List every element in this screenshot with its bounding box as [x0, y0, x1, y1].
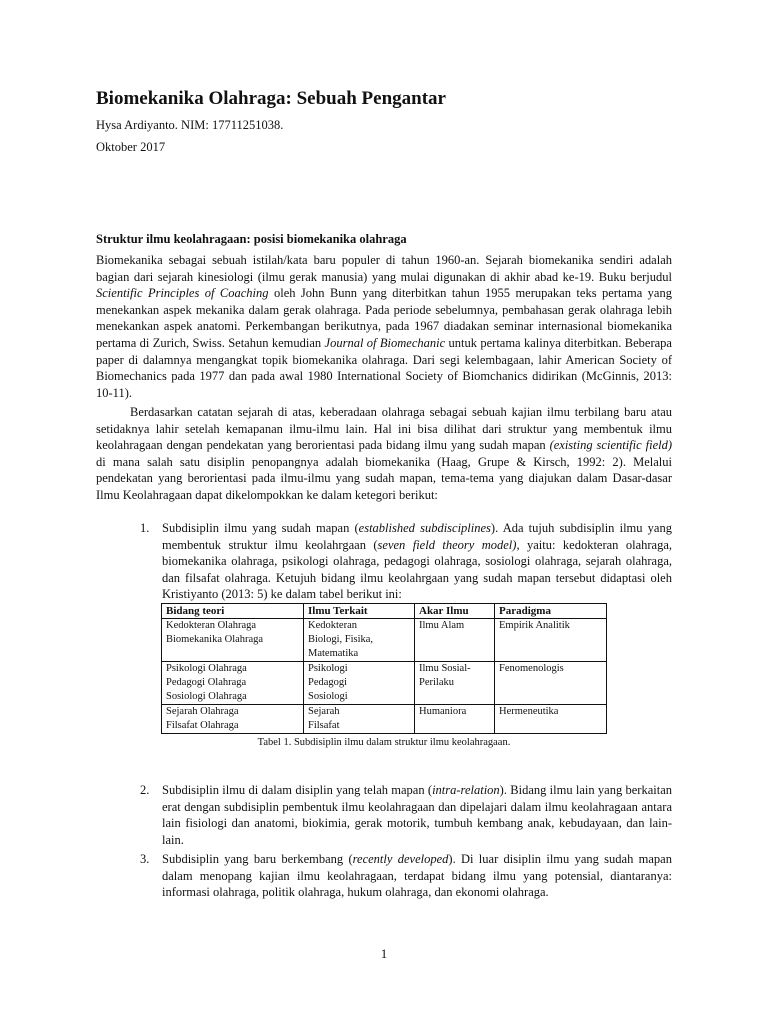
table-cell: [162, 662, 304, 705]
table-cell: Fenomenologis: [495, 662, 607, 705]
list-item: [140, 782, 672, 848]
cell-line: Sejarah Olahraga: [166, 706, 239, 717]
list-item: [140, 520, 672, 603]
table-cell: [162, 705, 304, 734]
list-text: yaitu: kedokteran olahraga, biomekanika olahraga, psikologi olahraga, pedagogi olahraga, sosiologi olahraga, sejarah olahraga, dan filsafat olahraga. Ketujuh bidang ilmu keolahrgaan yang sudah mapan tersebut didaptasi oleh Kristiyanto (2013: 5) ke dalam tabel berikut ini:: [162, 537, 673, 602]
journal-title: Journal of Biomechanic: [324, 335, 446, 350]
subdiscipline-table: [161, 603, 607, 734]
cell-line: Pedagogi Olahraga: [166, 677, 247, 688]
italic-term: seven field theory model),: [377, 537, 520, 552]
table-cell: [304, 662, 415, 705]
table-header-cell: Paradigma: [495, 604, 607, 619]
author-line: Hysa Ardiyanto. NIM: 17711251038.: [96, 118, 284, 132]
table-header-cell: Akar Ilmu: [415, 604, 495, 619]
list-text: Subdisiplin ilmu yang sudah mapan (: [162, 521, 359, 535]
cell-line: Filsafat Olahraga: [166, 720, 239, 731]
section-heading: Struktur ilmu keolahragaan: posisi biomekanika olahraga: [96, 232, 407, 246]
list-text: ). Bidang ilmu lain yang berkaitan erat dengan subdisiplin pembentuk ilmu keolahragaan dan dipelajari dalam ilmu keolahragaan antara lain fisiologi dan anatomi, biokimia, gerak motorik, tumbuh kembang anak, kebudayaan, dan lain-lain.: [162, 783, 672, 847]
list-text: Subdisiplin yang baru berkembang (: [162, 852, 353, 866]
table-cell: Humaniora: [415, 705, 495, 734]
list-item-text: [162, 520, 672, 603]
list-number: 3.: [140, 852, 150, 866]
table-cell: [304, 705, 415, 734]
cell-line: Pedagogi: [308, 677, 348, 688]
cell-line: Sosiologi: [308, 691, 348, 702]
cell-line: Sejarah: [308, 706, 340, 717]
paragraph-text: oleh John Bunn yang diterbitkan tahun 1955 merupakan teks pertama yang menekankan aspek mekanika dalam gerak olahraga. Pada periode sebelumnya, pembahasan gerak olahraga lebih menekankan aspek anatomi. Perkembangan berikutnya, pada 1967 diadakan seminar internasional biomekanika pertama di Zurich, Swiss. Setahun kemudian: [96, 286, 672, 350]
table-header-row: [162, 604, 607, 619]
cell-line: Biomekanika Olahraga: [166, 634, 264, 645]
table-cell: Hermeneutika: [495, 705, 607, 734]
table-row: [162, 705, 607, 734]
paragraph-text: Biomekanika sebagai sebuah istilah/kata baru populer di tahun 1960-an. Sejarah biomekanika sendiri adalah bagian dari sejarah kinesiologi (ilmu gerak manusia) yang mulai digunakan di akhir abad ke-19. Buku berjudul: [96, 253, 672, 284]
page-number: 1: [380, 946, 388, 961]
italic-term: recently developed: [352, 852, 449, 866]
book-title: Scientific Principles of Coaching: [96, 286, 269, 301]
table-cell: [304, 619, 415, 662]
cell-line: Ilmu Sosial-: [419, 663, 471, 674]
italic-term: established subdisciplines: [358, 521, 491, 535]
cell-line: Sosiologi Olahraga: [166, 691, 247, 702]
list-number: 1.: [140, 521, 150, 535]
cell-line: Filsafat: [308, 720, 340, 731]
cell-line: Kedokteran: [308, 620, 357, 631]
table-row: [162, 619, 607, 662]
italic-term: (existing scientific field): [549, 438, 672, 453]
document-date: Oktober 2017: [96, 140, 166, 154]
paragraph-text: Berdasarkan catatan sejarah di atas, keberadaan olahraga sebagai sebuah kajian ilmu terbilang baru atau setidaknya lahir setelah kemapanan ilmu-ilmu lain. Hal ini bisa dilihat dari struktur yang membentuk ilmu keolahragaan dengan pendekatan yang berorientasi pada bidang ilmu yang sudah mapan: [96, 405, 672, 453]
cell-line: Perilaku: [419, 677, 454, 688]
table-cell: Ilmu Alam: [415, 619, 495, 662]
list-text: ). Ada tujuh subdisiplin ilmu yang membentuk struktur ilmu keolahrgaan (: [162, 521, 672, 552]
cell-line: Kedokteran Olahraga: [166, 620, 257, 631]
paragraph-text: untuk pertama kalinya diterbitkan. Beberapa paper di dalamnya mengangkat topik biomekanika olahraga. Dari segi kelembagaan, lahir American Society of Biomechanics pada 1977 dan pada awal 1980 International Society of Biomchanics didirikan (McGinnis, 2013: 10-11).: [96, 335, 672, 400]
table-header-cell: Bidang teori: [162, 604, 304, 619]
paragraph-history: [96, 252, 672, 401]
table-header-cell: Ilmu Terkait: [304, 604, 415, 619]
list-item-text: [162, 851, 672, 901]
list-item: [140, 851, 672, 901]
table-cell: [415, 662, 495, 705]
cell-line: Psikologi: [308, 663, 348, 674]
table-row: [162, 662, 607, 705]
paragraph-text: di mana salah satu disiplin penopangnya adalah biomekanika (Haag, Grupe & Kirsch, 1992: 2). Melalui pendekatan yang berorientasi pada ilmu-ilmu yang sudah mapan, tema-tema yang diajukan dalam Dasar-dasar Ilmu Keolahragaan dapat dikelompokkan ke dalam ketegori berikut:: [96, 454, 672, 502]
list-text: ). Di luar disiplin ilmu yang sudah mapan dalam menopang kajian ilmu keolahragaan, terdapat bidang ilmu yang potensial, diantaranya: informasi olahraga, politik olahraga, hukum olahraga, dan ekonomi olahraga.: [162, 852, 672, 900]
paragraph-structure: [96, 404, 672, 504]
cell-line: Psikologi Olahraga: [166, 663, 247, 674]
list-text: Subdisiplin ilmu di dalam disiplin yang telah mapan (: [162, 783, 433, 797]
table-caption: Tabel 1. Subdisiplin ilmu dalam struktur ilmu keolahragaan.: [257, 737, 511, 748]
list-item-text: [162, 782, 672, 848]
table-cell: Empirik Analitik: [495, 619, 607, 662]
document-title: Biomekanika Olahraga: Sebuah Pengantar: [96, 88, 446, 109]
table-cell: [162, 619, 304, 662]
cell-line: Matematika: [308, 648, 359, 659]
cell-line: Biologi, Fisika,: [308, 634, 374, 645]
list-number: 2.: [140, 783, 150, 797]
italic-term: intra-relation: [432, 783, 500, 797]
